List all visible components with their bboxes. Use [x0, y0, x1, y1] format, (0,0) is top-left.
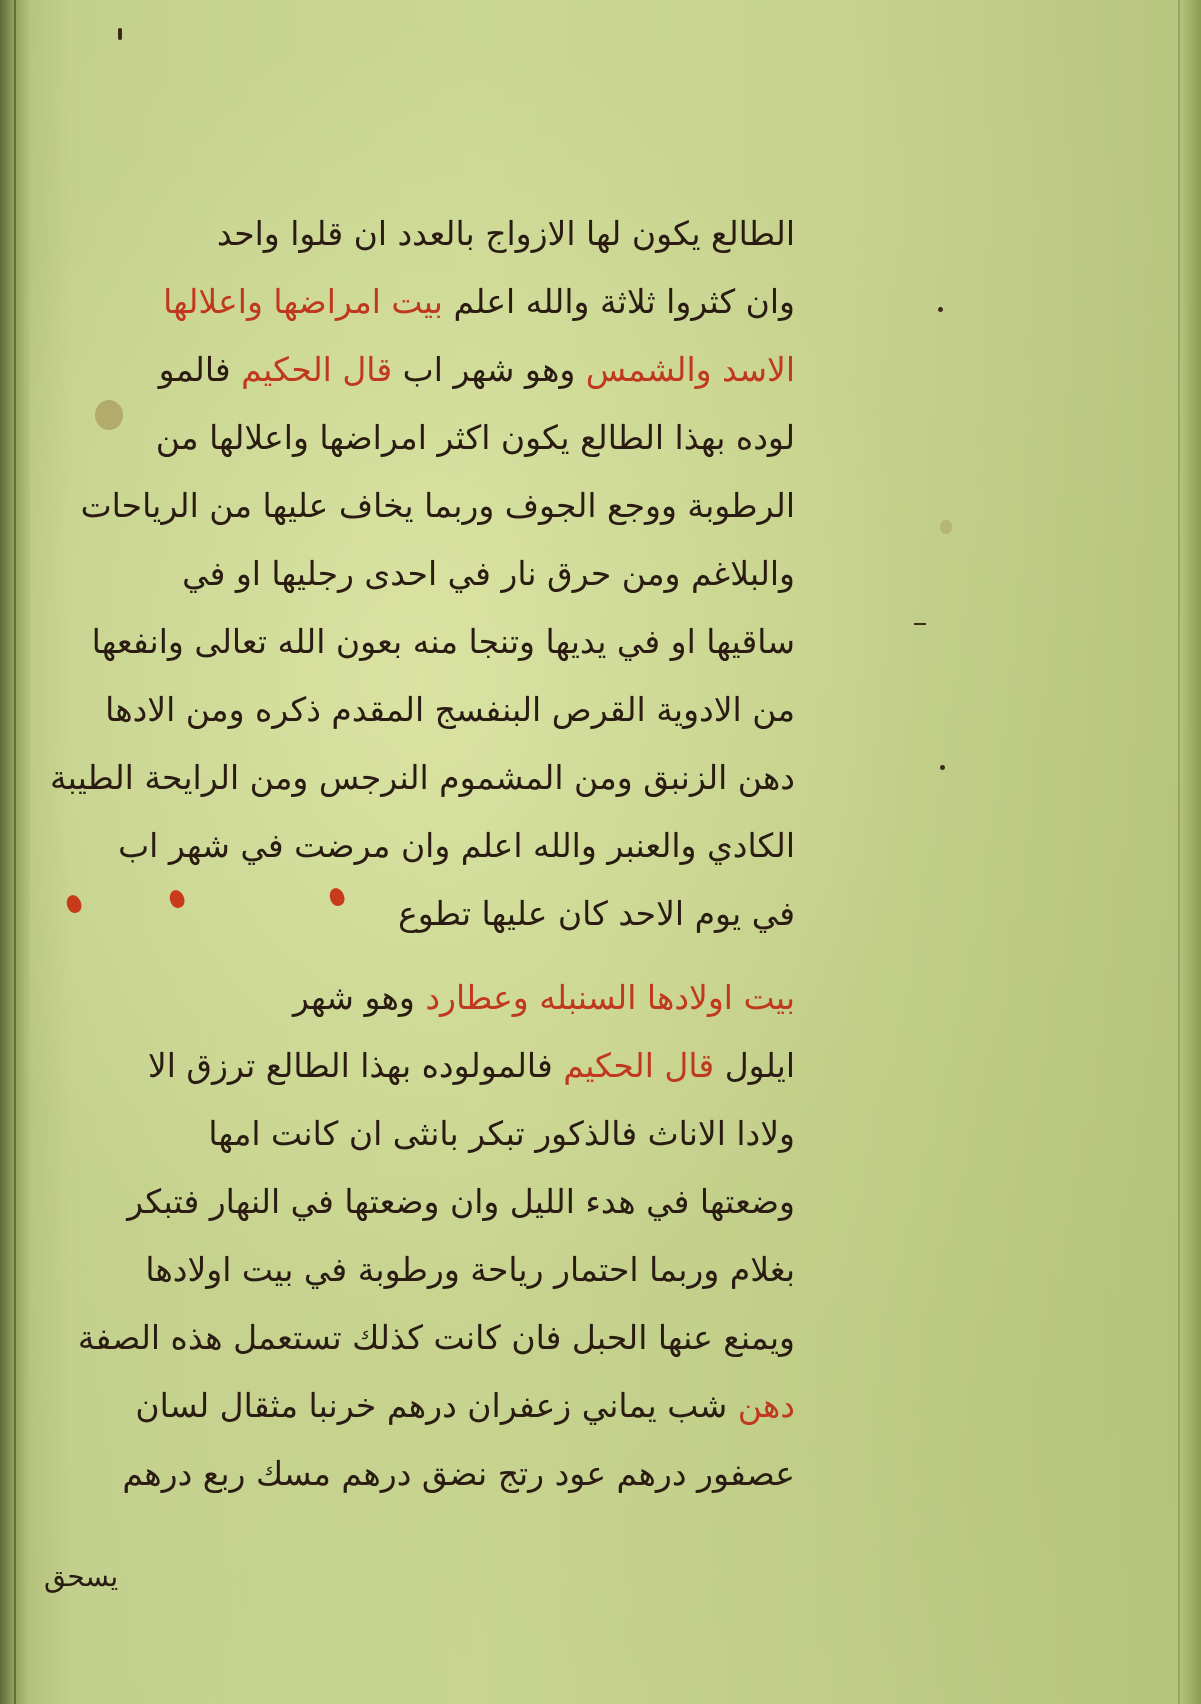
manuscript-line	[55, 472, 795, 540]
rubric-text: بيت اولادها السنبله وعطارد	[425, 978, 795, 1017]
ink-dot	[938, 307, 943, 312]
rubric-text: قال الحكيم	[241, 350, 393, 389]
manuscript-line	[55, 1304, 795, 1372]
body-text: ايلول	[714, 1046, 795, 1085]
rubric-text: قال الحكيم	[563, 1046, 715, 1085]
manuscript-line	[55, 404, 795, 472]
body-text: ويمنع عنها الحبل فان كانت كذلك تستعمل هذه الصفة	[77, 1318, 795, 1357]
manuscript-text	[49, 200, 795, 1508]
body-text: وان كثروا ثلاثة والله اعلم	[442, 282, 795, 321]
manuscript-line	[55, 1440, 795, 1508]
body-text: ولادا الاناث فالذكور تبكر بانثى ان كانت امها	[208, 1114, 795, 1153]
ink-dash	[914, 623, 926, 625]
rubric-text: الاسد والشمس	[585, 350, 795, 389]
manuscript-line	[55, 1236, 795, 1304]
manuscript-line	[55, 676, 795, 744]
manuscript-line	[55, 1032, 795, 1100]
manuscript-line	[49, 744, 795, 812]
body-text: والبلاغم ومن حرق نار في احدى رجليها او في	[182, 554, 795, 593]
manuscript-line	[55, 1168, 795, 1236]
body-text: من الادوية القرص البنفسج المقدم ذكره ومن الادها	[105, 690, 795, 729]
body-text: الطالع يكون لها الازواج بالعدد ان قلوا واحد	[216, 214, 795, 253]
rubric-text: دهن	[737, 1386, 795, 1425]
body-text: لوده بهذا الطالع يكون اكثر امراضها واعلالها من	[155, 418, 795, 457]
body-text: الرطوبة ووجع الجوف وربما يخاف عليها من الرياحات	[80, 486, 795, 525]
manuscript-line	[55, 1372, 795, 1440]
body-text: في يوم الاحد كان عليها تطوع	[398, 894, 795, 933]
manuscript-line	[55, 812, 795, 880]
catchword: يسحق	[44, 1560, 119, 1593]
manuscript-line	[55, 540, 795, 608]
body-text: وهو شهر	[292, 978, 426, 1017]
ink-stain	[940, 520, 952, 534]
manuscript-line	[55, 268, 795, 336]
manuscript-line	[55, 1100, 795, 1168]
body-text: الكادي والعنبر والله اعلم وان مرضت في شهر اب	[118, 826, 795, 865]
rubric-text: بيت امراضها واعلالها	[163, 282, 443, 321]
body-text: فالمو	[158, 350, 242, 389]
ink-dot	[940, 765, 945, 770]
manuscript-line	[55, 200, 795, 268]
body-text: شب يماني زعفران درهم خرنبا مثقال لسان	[135, 1386, 738, 1425]
manuscript-line	[55, 336, 795, 404]
body-text: عصفور درهم عود رتج نضق درهم مسك ربع درهم	[122, 1454, 795, 1493]
body-text: بغلام وربما احتمار رياحة ورطوبة في بيت اولادها	[145, 1250, 795, 1289]
page-right-edge	[1179, 0, 1201, 1704]
body-text: فالمولوده بهذا الطالع ترزق الا	[147, 1046, 564, 1085]
body-text: ساقيها او في يديها وتنجا منه بعون الله تعالى وانفعها	[91, 622, 795, 661]
manuscript-line	[55, 964, 795, 1032]
manuscript-line	[55, 608, 795, 676]
binding-edge-line	[14, 0, 16, 1704]
body-text: وهو شهر اب	[392, 350, 586, 389]
body-text: دهن الزنبق ومن المشموم النرجس ومن الرايحة الطيبة	[49, 758, 795, 797]
manuscript-line	[55, 880, 795, 948]
body-text: وضعتها في هدء الليل وان وضعتها في النهار فتبكر	[127, 1182, 795, 1221]
